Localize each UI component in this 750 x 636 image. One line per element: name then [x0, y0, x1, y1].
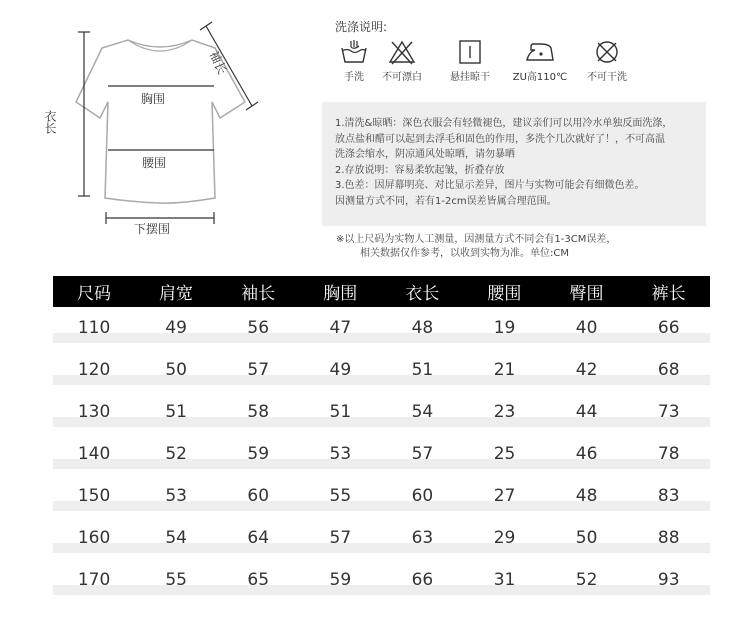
table-cell: 160	[77, 528, 111, 548]
table-cell: 65	[247, 570, 270, 590]
care-line: 3.色差：因屏幕明亮、对比显示差异，图片与实物可能会有细微色差。	[335, 180, 645, 191]
table-cell: 50	[575, 528, 598, 548]
table-cell: 49	[329, 360, 352, 380]
table-cell: 88	[657, 528, 680, 548]
header-cell: 衣长	[405, 284, 440, 304]
table-cell: 56	[247, 318, 270, 338]
wash-title: 洗涤说明:	[335, 20, 388, 34]
care-line: 因测量方式不同，若有1-2cm误差皆属合理范围。	[335, 195, 557, 207]
header-cell: 裤长	[651, 284, 686, 304]
wash-icon-item	[508, 38, 572, 83]
table-cell: 93	[657, 570, 680, 590]
table-row	[53, 433, 710, 475]
table-cell: 21	[493, 360, 516, 380]
table-row	[53, 475, 710, 517]
table-cell: 52	[165, 444, 187, 464]
waist-label: 腰围	[142, 156, 167, 170]
table-cell: 66	[411, 570, 434, 590]
table-cell: 51	[329, 402, 352, 422]
table-cell: 59	[247, 444, 270, 464]
no-dry-clean-label: 不可干洗	[587, 72, 627, 83]
care-line: 2.存放说明：容易柔软起皱，折叠存放	[335, 164, 505, 176]
no-bleach-icon	[387, 38, 417, 66]
table-cell: 57	[329, 528, 352, 548]
no-dry-clean-icon	[592, 38, 622, 66]
iron-110-icon	[523, 38, 557, 66]
care-line: 1.清洗&晾晒：深色衣服会有轻微褪色，建议亲们可以用冷水单独反面洗涤，	[335, 118, 673, 129]
wash-icon-item	[575, 38, 639, 83]
wash-icon-item	[438, 38, 502, 83]
table-cell: 73	[657, 402, 680, 422]
table-header	[53, 276, 710, 307]
wash-icon-item	[370, 38, 434, 83]
table-cell: 150	[77, 486, 111, 506]
table-body	[53, 307, 710, 601]
table-cell: 78	[657, 444, 680, 464]
table-cell: 46	[575, 444, 598, 464]
table-cell: 25	[493, 444, 516, 464]
table-cell: 58	[247, 402, 270, 422]
table-cell: 55	[165, 570, 187, 590]
header-cell: 尺码	[77, 284, 111, 304]
table-cell: 66	[657, 318, 680, 338]
table-cell: 51	[165, 402, 187, 422]
table-row	[53, 307, 710, 349]
table-cell: 140	[77, 444, 111, 464]
table-cell: 44	[575, 402, 598, 422]
table-cell: 63	[411, 528, 434, 548]
body-length-label: 衣长	[43, 110, 57, 134]
table-cell: 29	[493, 528, 516, 548]
header-cell: 胸围	[323, 284, 358, 304]
hand-wash-icon	[339, 38, 369, 66]
table-cell: 68	[657, 360, 680, 380]
tshirt-outline-icon	[40, 10, 280, 240]
header-cell: 臀围	[569, 284, 604, 304]
table-row	[53, 559, 710, 601]
measurement-note	[336, 233, 616, 260]
table-cell: 60	[247, 486, 270, 506]
garment-diagram	[40, 10, 280, 240]
hang-dry-label: 悬挂晾干	[450, 72, 490, 83]
table-cell: 31	[493, 570, 516, 590]
table-row	[53, 349, 710, 391]
care-instructions-box	[322, 102, 706, 226]
table-cell: 120	[77, 360, 111, 380]
table-cell: 42	[575, 360, 598, 380]
table-row	[53, 517, 710, 559]
note-line: ※以上尺码为实物人工测量，因测量方式不同会有1-3CM误差，	[336, 234, 617, 245]
table-cell: 23	[493, 402, 516, 422]
table-cell: 54	[165, 528, 187, 548]
table-cell: 53	[165, 486, 187, 506]
table-cell: 47	[329, 318, 352, 338]
table-cell: 52	[575, 570, 598, 590]
care-line: 洗涤会缩水，阴凉通风处晾晒，请勿暴晒	[335, 149, 515, 160]
table-cell: 50	[165, 360, 187, 380]
table-cell: 19	[493, 318, 516, 338]
table-cell: 51	[411, 360, 434, 380]
table-cell: 48	[411, 318, 434, 338]
table-cell: 57	[247, 360, 270, 380]
header-cell: 腰围	[487, 284, 522, 304]
hang-dry-icon	[455, 38, 485, 66]
chest-label: 胸围	[141, 92, 166, 106]
hand-wash-label: 手洗	[344, 72, 364, 83]
header-cell: 袖长	[241, 284, 276, 304]
iron-110-label: ZU高110℃	[512, 72, 568, 83]
care-line: 放点盐和醋可以起到去浮毛和固色的作用，多洗个几次就好了！，不可高温	[335, 133, 665, 145]
table-cell: 49	[165, 318, 187, 338]
table-cell: 40	[575, 318, 598, 338]
sleeve-length-label: 袖长	[206, 48, 230, 77]
table-cell: 64	[247, 528, 270, 548]
table-cell: 27	[493, 486, 516, 506]
table-cell: 57	[411, 444, 434, 464]
table-cell: 59	[329, 570, 352, 590]
wash-icons	[330, 38, 650, 88]
table-cell: 130	[77, 402, 111, 422]
table-cell: 53	[329, 444, 352, 464]
header-cell: 肩宽	[159, 284, 194, 304]
table-cell: 83	[657, 486, 680, 506]
hem-label: 下摆围	[134, 222, 171, 236]
table-cell: 60	[411, 486, 434, 506]
table-cell: 55	[329, 486, 352, 506]
table-cell: 48	[575, 486, 598, 506]
table-cell: 170	[77, 570, 111, 590]
size-table	[53, 276, 710, 601]
table-cell: 110	[77, 318, 111, 338]
note-line: 相关数据仅作参考，以收到实物为准。单位:CM	[360, 247, 569, 259]
no-bleach-label: 不可漂白	[382, 72, 422, 83]
table-cell: 54	[411, 402, 434, 422]
table-row	[53, 391, 710, 433]
